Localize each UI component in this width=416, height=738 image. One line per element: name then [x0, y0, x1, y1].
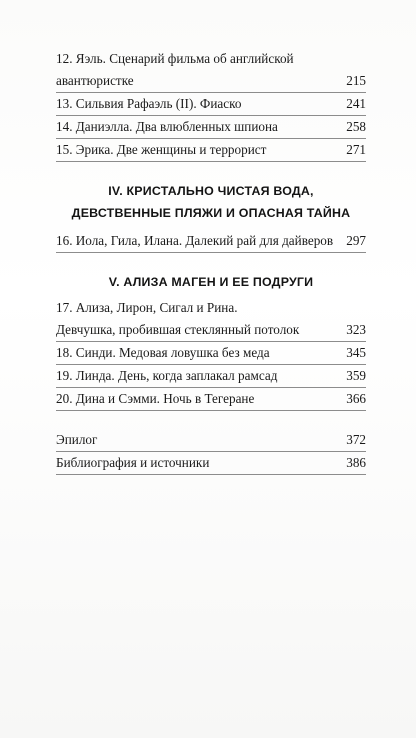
toc-bibliography-text: Библиография и источники — [56, 455, 210, 470]
toc-entry-17-page: 323 — [346, 322, 366, 337]
toc-entry-19 — [56, 365, 366, 387]
section-heading-5: V. АЛИЗА МАГЕН И ЕЕ ПОДРУГИ — [108, 275, 314, 289]
toc-entry-15 — [56, 139, 366, 161]
toc-entry-17-text: 17. Ализа, Лирон, Сигал и Рина. — [56, 300, 238, 315]
section-heading-4-line-2: ДЕВСТВЕННЫЕ ПЛЯЖИ И ОПАСНАЯ ТАЙНА — [71, 206, 351, 220]
toc-divider — [56, 474, 366, 475]
toc-entry-18 — [56, 342, 366, 364]
toc-entry-12-continuation — [56, 70, 366, 92]
toc-entry-17-text-2: Девчушка, пробившая стеклянный потолок — [56, 322, 300, 337]
toc-entry-19-page: 359 — [346, 368, 366, 383]
toc-entry-epilogue — [56, 429, 366, 451]
toc-entry-17-continuation — [56, 319, 366, 341]
toc-entry-20 — [56, 388, 366, 410]
toc-entry-20-text: 20. Дина и Сэмми. Ночь в Тегеране — [56, 391, 255, 406]
toc-entry-16-page: 297 — [346, 233, 366, 248]
toc-entry-13 — [56, 93, 366, 115]
toc-divider — [56, 161, 366, 162]
toc-entry-15-text: 15. Эрика. Две женщины и террорист — [56, 142, 267, 157]
toc-entry-16 — [56, 230, 366, 252]
toc-entry-19-text: 19. Линда. День, когда заплакал рамсад — [56, 368, 278, 383]
toc-entry-bibliography — [56, 452, 366, 474]
section-heading-4-line-1: IV. КРИСТАЛЬНО ЧИСТАЯ ВОДА, — [108, 184, 314, 198]
toc-entry-13-text: 13. Сильвия Рафаэль (II). Фиаско — [56, 96, 242, 111]
toc-entry-14 — [56, 116, 366, 138]
toc-entry-12-text-2: авантюристке — [56, 73, 134, 88]
toc-spacer — [56, 411, 366, 429]
toc-entry-12-page: 215 — [346, 73, 366, 88]
toc-entry-12-title — [56, 48, 366, 70]
toc-entry-15-page: 271 — [346, 142, 366, 157]
toc-entry-17-title — [56, 297, 366, 319]
toc-entry-18-text: 18. Синди. Медовая ловушка без меда — [56, 345, 270, 360]
toc-entry-14-text: 14. Даниэлла. Два влюбленных шпиона — [56, 119, 278, 134]
table-of-contents — [56, 48, 366, 475]
toc-entry-14-page: 258 — [346, 119, 366, 134]
toc-entry-13-page: 241 — [346, 96, 366, 111]
toc-entry-12-text: 12. Яэль. Сценарий фильма об английской — [56, 51, 294, 66]
toc-bibliography-page: 386 — [346, 455, 366, 470]
toc-divider — [56, 252, 366, 253]
toc-epilogue-page: 372 — [346, 432, 366, 447]
toc-epilogue-text: Эпилог — [56, 432, 98, 447]
toc-entry-18-page: 345 — [346, 345, 366, 360]
toc-entry-20-page: 366 — [346, 391, 366, 406]
toc-entry-16-text: 16. Иола, Гила, Илана. Далекий рай для дайверов — [56, 233, 334, 248]
